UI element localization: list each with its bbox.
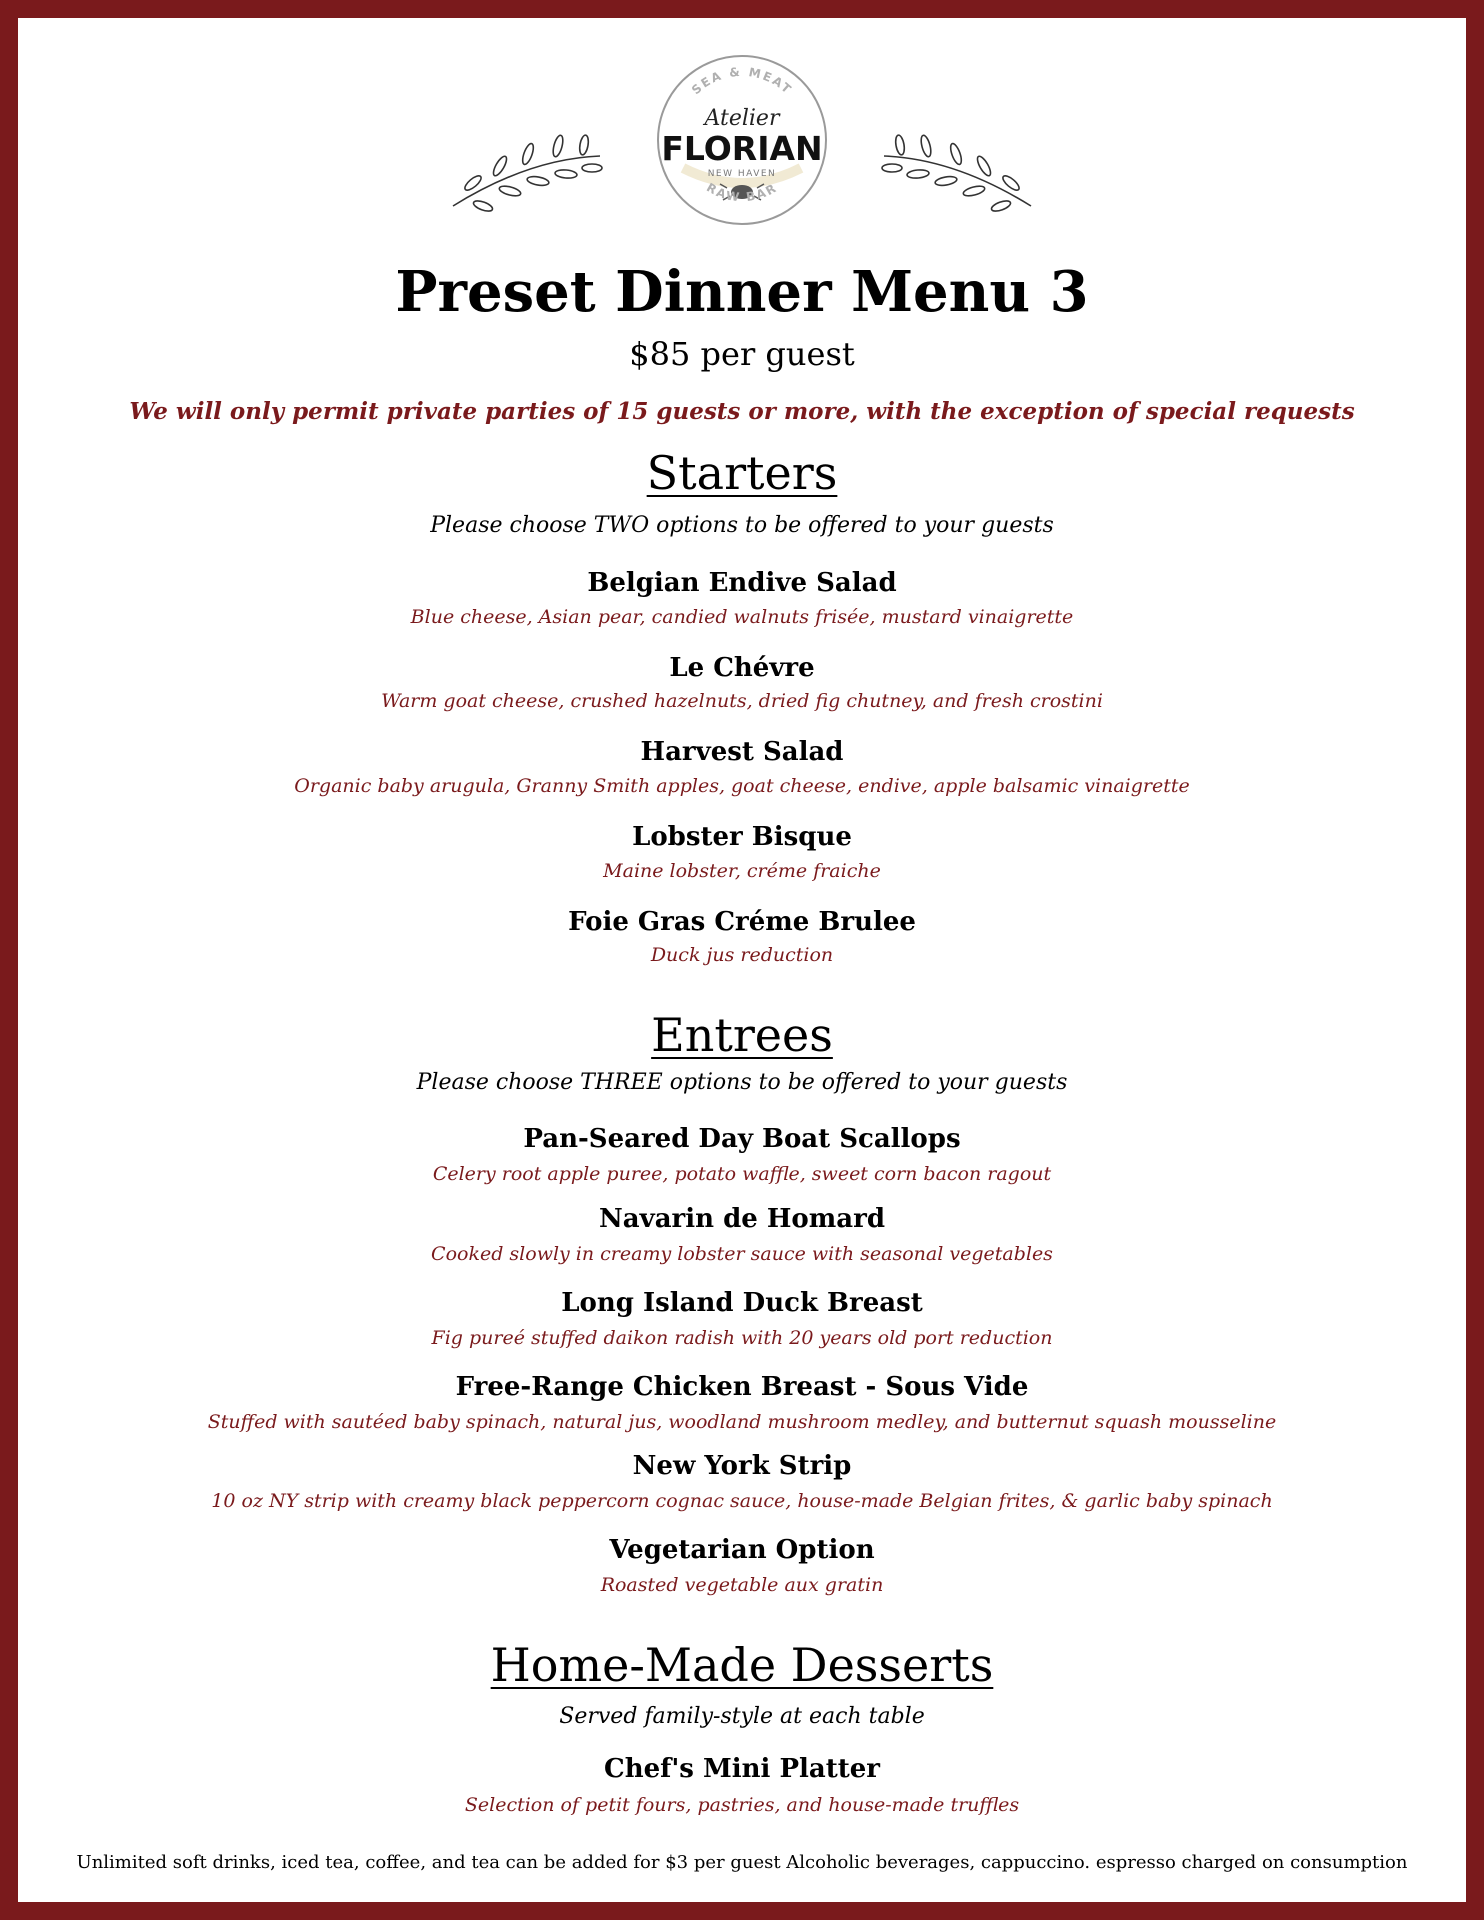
menu-item-name: Belgian Endive Salad (587, 568, 897, 598)
party-size-notice: We will only permit private parties of 15 guests or more, with the exception of special requests (129, 398, 1355, 425)
menu-item-name: Navarin de Homard (598, 1204, 885, 1234)
logo-arc-bottom: RAW BAR (704, 180, 780, 205)
menu-item-name: Foie Gras Créme Brulee (568, 907, 916, 937)
menu-item-name: Chef's Mini Platter (604, 1754, 880, 1784)
entrees-instruction: Please choose THREE options to be offered to your guests (416, 1070, 1068, 1095)
menu-item-desc: Warm goat cheese, crushed hazelnuts, dried fig chutney, and fresh crostini (381, 690, 1103, 712)
menu-item-desc: Selection of petit fours, pastries, and house-made truffles (464, 1794, 1020, 1816)
menu-item-name: Long Island Duck Breast (561, 1288, 923, 1318)
starters-instruction: Please choose TWO options to be offered to your guests (430, 513, 1054, 538)
menu-item-desc: Maine lobster, créme fraiche (603, 860, 881, 882)
menu-page (18, 18, 1466, 1902)
logo-name: FLORIAN (661, 129, 823, 168)
menu-item-desc: Stuffed with sautéed baby spinach, natural jus, woodland mushroom medley, and butternut squash mousseline (207, 1411, 1277, 1433)
right-branch-icon (882, 134, 1031, 213)
menu-item-name: Le Chévre (669, 653, 815, 683)
price-per-guest: $85 per guest (629, 335, 855, 373)
menu-item-desc: 10 oz NY strip with creamy black peppercorn cognac sauce, house-made Belgian frites, & garlic baby spinach (211, 1490, 1273, 1512)
menu-item-name: New York Strip (632, 1451, 852, 1481)
section-title-starters: Starters (646, 446, 838, 500)
section-title-desserts: Home-Made Desserts (490, 1638, 994, 1692)
menu-item-name: Vegetarian Option (609, 1535, 875, 1565)
menu-item-desc: Roasted vegetable aux gratin (600, 1574, 884, 1596)
menu-item-name: Free-Range Chicken Breast - Sous Vide (455, 1372, 1029, 1402)
logo-city: NEW HAVEN (707, 169, 777, 179)
beverage-footer-note: Unlimited soft drinks, iced tea, coffee, and tea can be added for $3 per guest Alcoholic beverages, cappuccino. espresso charged on consumption (76, 1852, 1408, 1873)
menu-item-desc: Cooked slowly in creamy lobster sauce with seasonal vegetables (431, 1243, 1053, 1265)
menu-item-desc: Organic baby arugula, Granny Smith apples, goat cheese, endive, apple balsamic vinaigrette (294, 775, 1190, 797)
menu-item-desc: Fig pureé stuffed daikon radish with 20 years old port reduction (431, 1327, 1053, 1349)
section-title-entrees: Entrees (651, 1008, 833, 1062)
menu-item-name: Harvest Salad (640, 737, 844, 767)
menu-item-desc: Duck jus reduction (650, 944, 834, 966)
logo-graphic (18, 48, 1466, 248)
menu-item-name: Lobster Bisque (632, 822, 852, 852)
desserts-instruction: Served family-style at each table (559, 1704, 925, 1729)
left-branch-icon (453, 134, 602, 213)
logo-header (18, 48, 1466, 248)
florian-logo (658, 56, 826, 224)
page-title: Preset Dinner Menu 3 (395, 259, 1089, 325)
menu-item-desc: Celery root apple puree, potato waffle, sweet corn bacon ragout (432, 1163, 1052, 1185)
logo-arc-top: SEA & MEAT (688, 64, 796, 98)
menu-item-name: Pan-Seared Day Boat Scallops (523, 1124, 961, 1154)
logo-script: Atelier (704, 106, 780, 131)
menu-item-desc: Blue cheese, Asian pear, candied walnuts frisée, mustard vinaigrette (410, 606, 1074, 628)
